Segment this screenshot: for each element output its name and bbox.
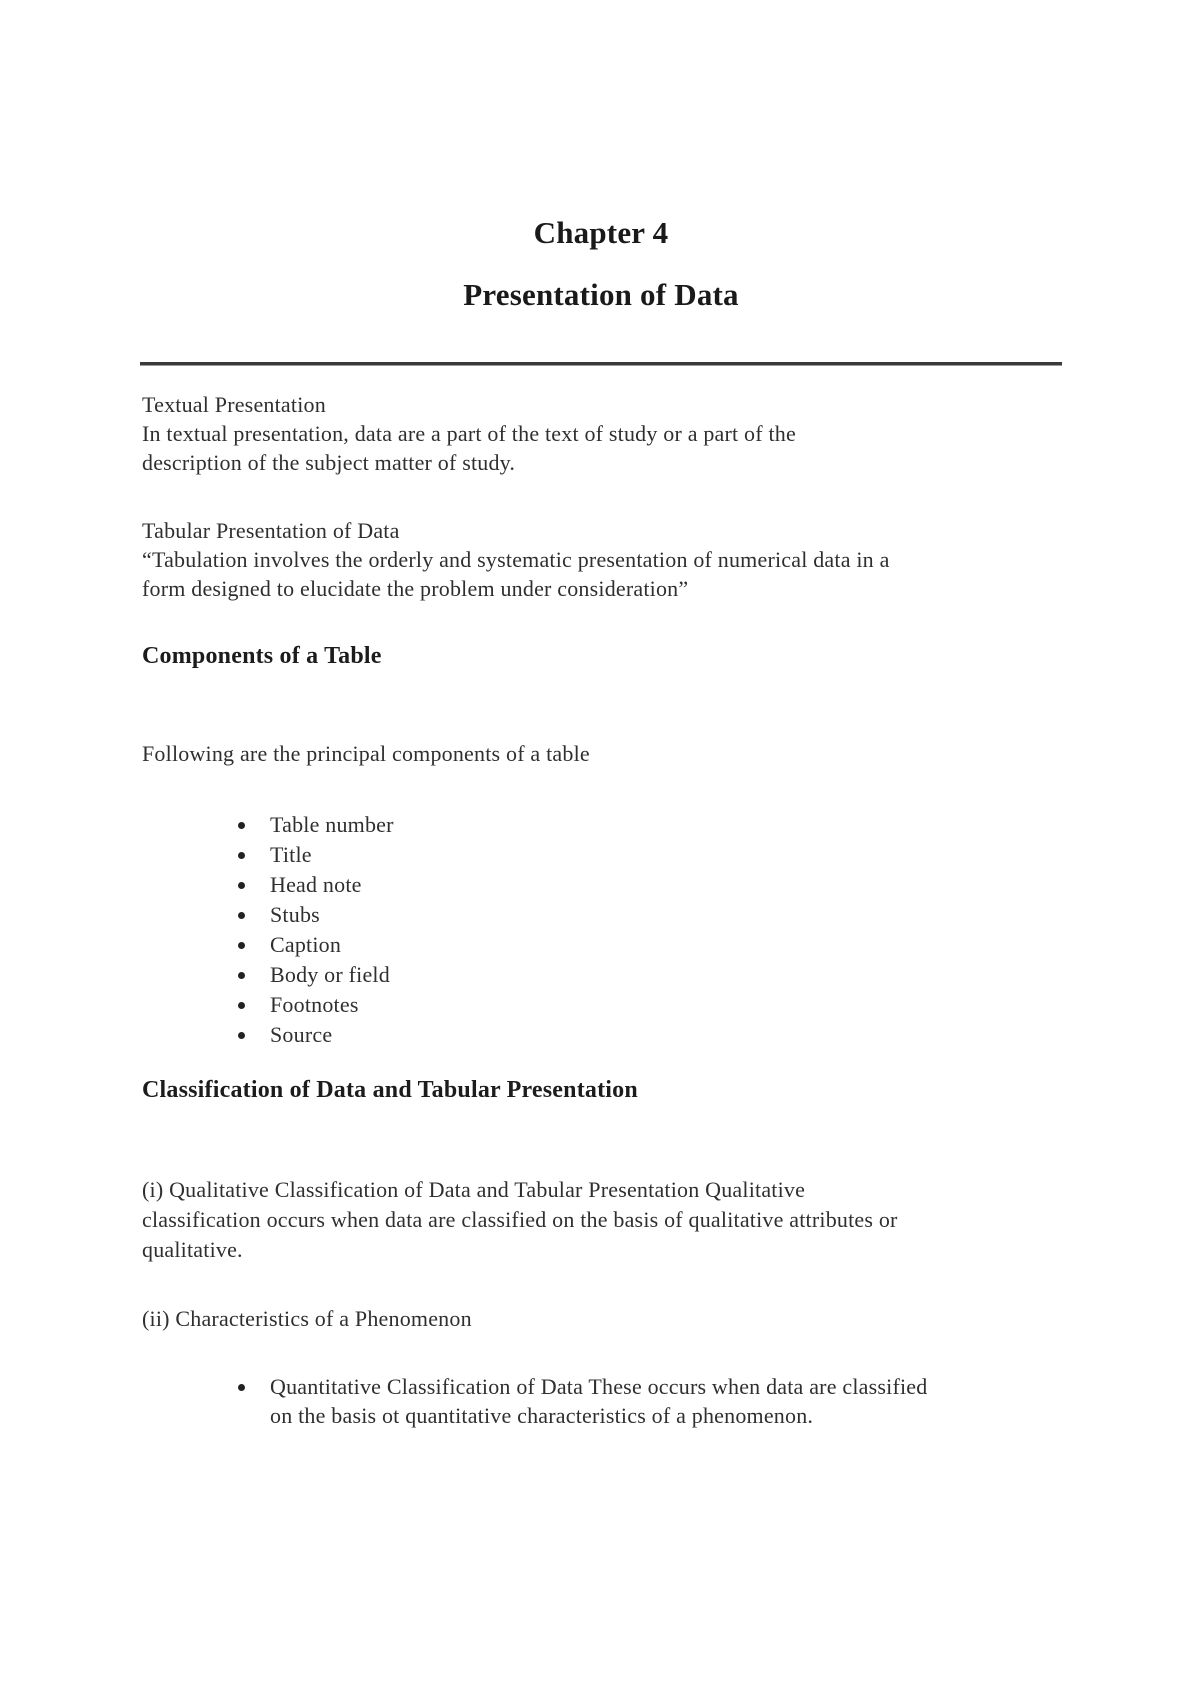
page-title: Presentation of Data [463,277,739,312]
list-item [142,960,1082,990]
text-line: qualitative. [142,1237,243,1262]
bullet-icon [238,822,245,829]
list-item-label: Title [270,842,312,867]
list-item [142,930,1082,960]
text-line: form designed to elucidate the problem under consideration” [142,576,689,601]
paragraph-characteristics [142,1304,1082,1334]
list-item-label: Head note [270,872,362,897]
bullet-icon [238,852,245,859]
list-item-text [270,1372,927,1430]
text-line: description of the subject matter of study. [142,450,516,475]
list-item [142,870,1082,900]
list-item-label: Footnotes [270,992,359,1017]
text-line: Quantitative Classification of Data These occurs when data are classified [270,1374,928,1399]
list-item [142,1020,1082,1050]
list-item-label: Stubs [270,902,320,927]
list-item-label: Source [270,1022,333,1047]
list-item-label: Caption [270,932,342,957]
bullet-icon [238,882,245,889]
title-divider [140,362,1062,366]
heading-classification-of-data: Classification of Data and Tabular Presentation [142,1077,638,1103]
bullet-icon [238,1384,245,1391]
document-body [142,390,1082,1430]
text-line: (ii) Characteristics of a Phenomenon [142,1306,472,1331]
bullet-icon [238,1002,245,1009]
bullet-icon [238,942,245,949]
text-line: Textual Presentation [142,392,326,417]
text-line: Following are the principal components of a table [142,741,590,766]
text-line: “Tabulation involves the orderly and systematic presentation of numerical data in a [142,547,890,572]
paragraph-qualitative-classification [142,1175,1082,1265]
heading-components-of-a-table: Components of a Table [142,643,382,669]
bullet-icon [238,972,245,979]
text-line: Tabular Presentation of Data [142,518,400,543]
list-item [142,1372,1082,1430]
text-line: In textual presentation, data are a part of the text of study or a part of the [142,421,796,446]
text-line: classification occurs when data are classified on the basis of qualitative attributes or [142,1207,898,1232]
bullet-icon [238,1032,245,1039]
list-item [142,810,1082,840]
components-list [142,810,1082,1050]
paragraph-tabular-presentation [142,516,1082,603]
list-item-label: Table number [270,812,394,837]
paragraph-components-intro [142,739,1082,768]
chapter-title: Chapter 4 [533,215,669,250]
list-item [142,990,1082,1020]
title-block [140,0,1062,314]
quantitative-list [142,1372,1082,1430]
list-item [142,840,1082,870]
text-line: on the basis ot quantitative characteristics of a phenomenon. [270,1403,814,1428]
list-item-label: Body or field [270,962,390,987]
list-item [142,900,1082,930]
paragraph-textual-presentation [142,390,1082,477]
bullet-icon [238,912,245,919]
text-line: (i) Qualitative Classification of Data and Tabular Presentation Qualitative [142,1177,806,1202]
